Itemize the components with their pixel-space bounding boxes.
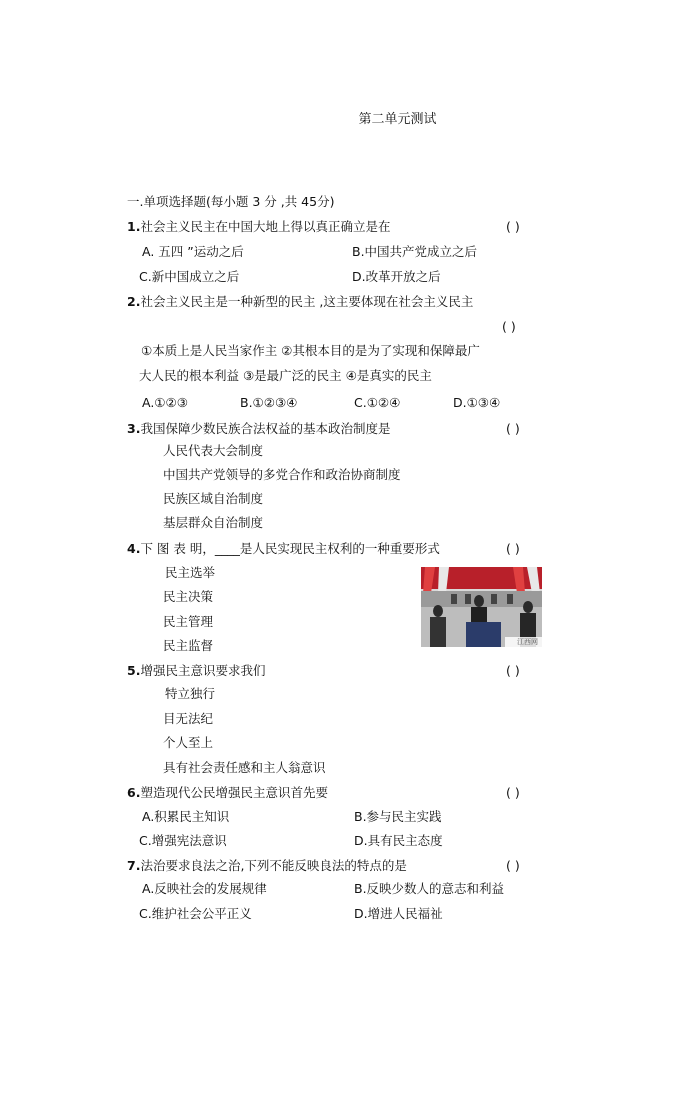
- option-4: 民主监督: [163, 638, 214, 653]
- question-stem: 我国保障少数民族合法权益的基本政治制度是: [140, 421, 391, 436]
- option-c: C.新中国成立之后: [139, 269, 240, 284]
- question-stem: 社会主义民主是一种新型的民主 ,这主要体现在社会主义民主: [140, 294, 474, 309]
- answer-paren: ( ): [506, 663, 520, 678]
- question-number: 3.: [127, 421, 141, 436]
- photo-watermark: 江西网: [517, 638, 538, 646]
- option-a: A. 五四 ”运动之后: [142, 244, 244, 259]
- question-1: [127, 219, 390, 235]
- question-number: 4.: [127, 541, 141, 556]
- option-d: D.改革开放之后: [352, 269, 441, 284]
- question-number: 1.: [127, 219, 141, 234]
- answer-paren: ( ): [506, 219, 520, 234]
- question-stem: 下 图 表 明，____是人民实现民主权利的一种重要形式: [140, 541, 440, 556]
- page-title: 第二单元测试: [358, 112, 437, 127]
- question-number: 2.: [127, 294, 141, 309]
- answer-paren: ( ): [506, 785, 520, 800]
- option-4: 基层群众自治制度: [163, 515, 264, 530]
- ballot-scene-image: [421, 567, 542, 647]
- section-heading: 一.单项选择题(每小题 3 分 ,共 45分): [127, 194, 335, 209]
- option-2: 目无法纪: [163, 711, 214, 726]
- option-1: 人民代表大会制度: [163, 443, 264, 458]
- question-4: [127, 541, 440, 557]
- option-a: A.积累民主知识: [142, 809, 230, 824]
- voting-photo: [421, 567, 542, 647]
- option-3: 个人至上: [163, 735, 214, 750]
- option-3: 民族区域自治制度: [163, 491, 264, 506]
- statement-line: ①本质上是人民当家作主 ②其根本目的是为了实现和保障最广: [141, 343, 480, 358]
- question-stem: 增强民主意识要求我们: [140, 663, 266, 678]
- question-5: [127, 663, 265, 679]
- question-number: 6.: [127, 785, 141, 800]
- answer-paren: ( ): [506, 541, 520, 556]
- option-1: 民主选举: [165, 565, 216, 580]
- option-4: 具有社会责任感和主人翁意识: [163, 760, 326, 775]
- option-d: D.增进人民福祉: [354, 906, 443, 921]
- option-3: 民主管理: [163, 614, 214, 629]
- option-1: 特立独行: [165, 686, 216, 701]
- option-c: C.①②④: [354, 395, 401, 410]
- answer-paren: ( ): [502, 319, 516, 334]
- option-d: D.①③④: [453, 395, 501, 410]
- question-6: [127, 785, 328, 801]
- question-2: [127, 294, 473, 310]
- answer-paren: ( ): [506, 858, 520, 873]
- option-a: A.反映社会的发展规律: [142, 881, 267, 896]
- option-c: C.增强宪法意识: [139, 833, 227, 848]
- question-3: [127, 421, 390, 437]
- question-stem: 法治要求良法之治,下列不能反映良法的特点的是: [140, 858, 407, 873]
- question-stem: 社会主义民主在中国大地上得以真正确立是在: [140, 219, 391, 234]
- question-number: 7.: [127, 858, 141, 873]
- option-b: B.反映少数人的意志和利益: [354, 881, 505, 896]
- option-d: D.具有民主态度: [354, 833, 443, 848]
- option-c: C.维护社会公平正义: [139, 906, 252, 921]
- option-b: B.①②③④: [240, 395, 298, 410]
- question-stem: 塑造现代公民增强民主意识首先要: [140, 785, 328, 800]
- option-b: B.参与民主实践: [354, 809, 442, 824]
- option-2: 中国共产党领导的多党合作和政治协商制度: [163, 467, 401, 482]
- question-number: 5.: [127, 663, 141, 678]
- option-a: A.①②③: [142, 395, 188, 410]
- question-7: [127, 858, 407, 874]
- statement-line: 大人民的根本利益 ③是最广泛的民主 ④是真实的民主: [139, 368, 432, 383]
- answer-paren: ( ): [506, 421, 520, 436]
- option-2: 民主决策: [163, 589, 214, 604]
- option-b: B.中国共产党成立之后: [352, 244, 478, 259]
